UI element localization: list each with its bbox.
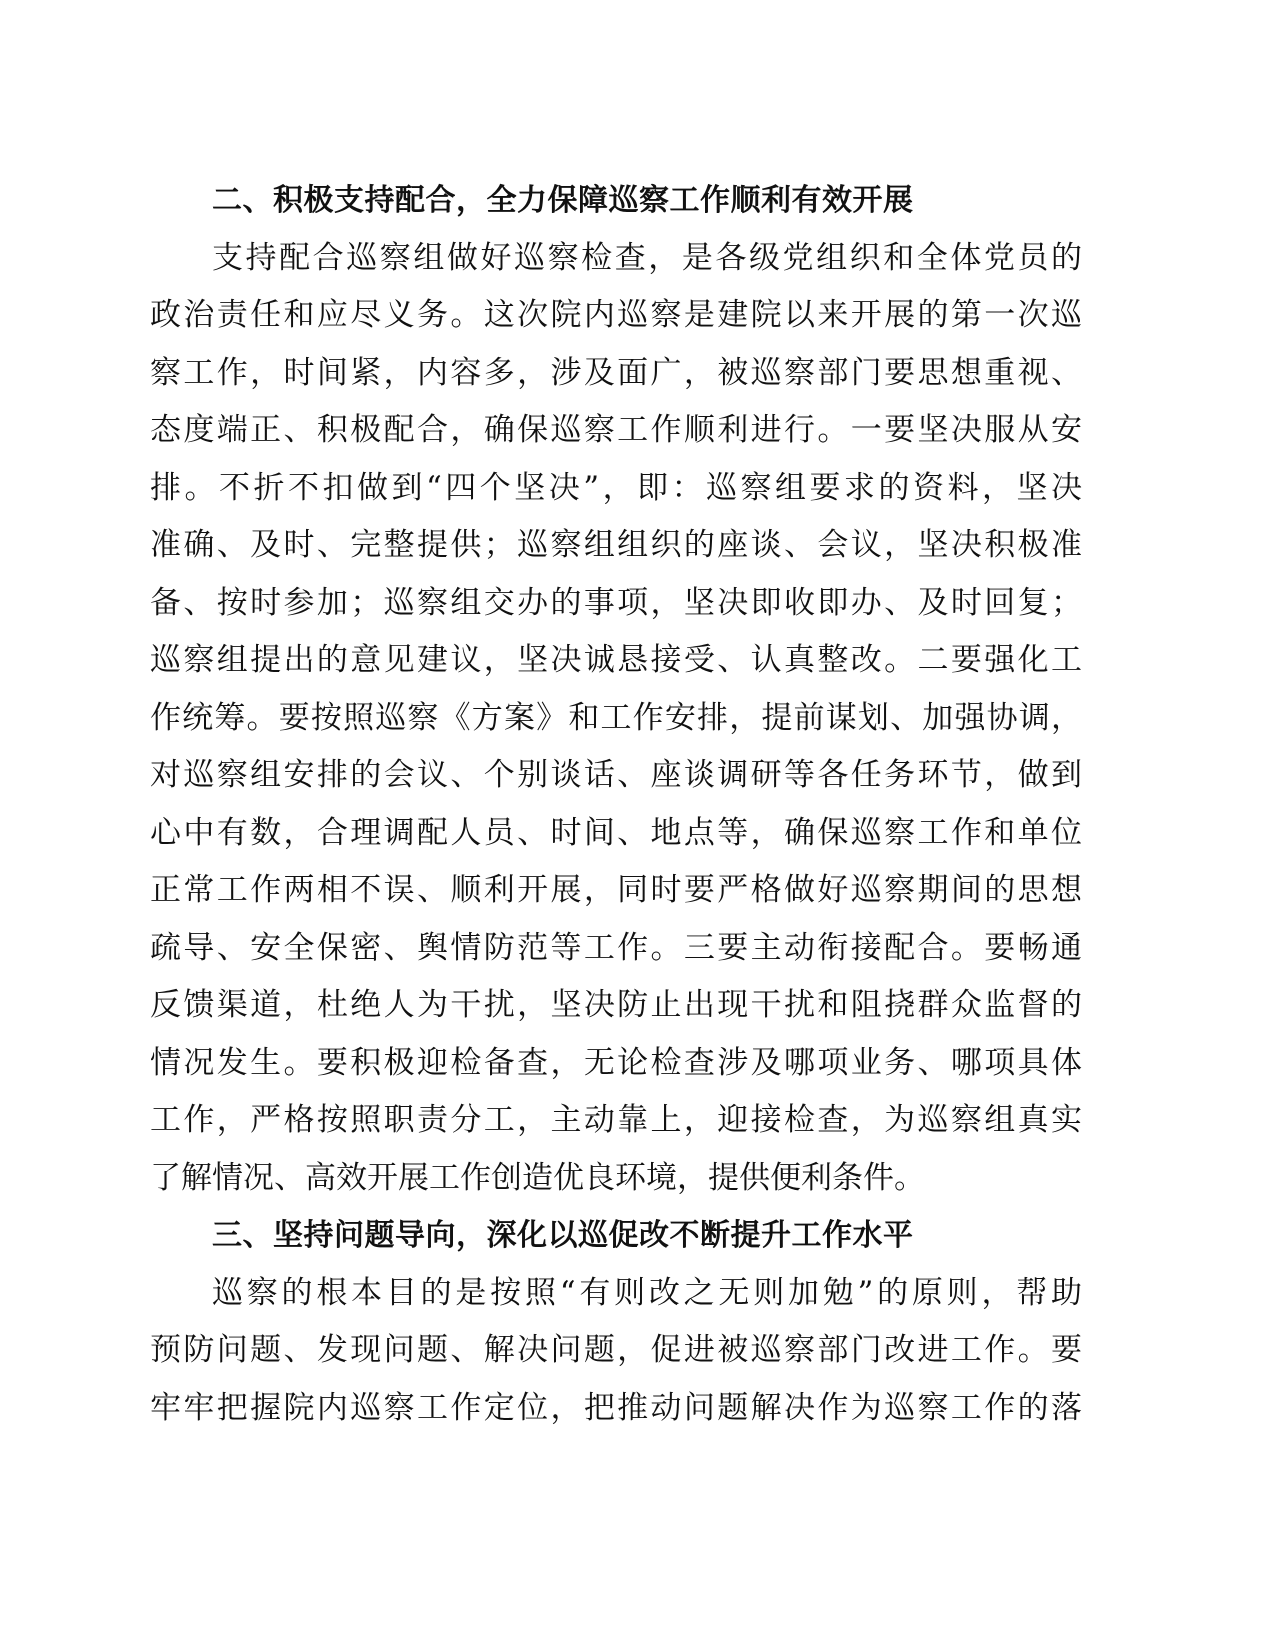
paragraph-line: 政治责任和应尽义务。这次院内巡察是建院以来开展的第一次巡 [150, 297, 1082, 333]
section-3-heading: 三、坚持问题导向，深化以巡促改不断提升工作水平 [212, 1218, 914, 1253]
paragraph-line: 作统筹。要按照巡察《方案》和工作安排，提前谋划、加强协调， [150, 699, 1082, 736]
paragraph-line: 察工作，时间紧，内容多，涉及面广，被巡察部门要思想重视、 [150, 354, 1082, 391]
paragraph-line: 预防问题、发现问题、解决问题，促进被巡察部门改进工作。要 [150, 1332, 1082, 1368]
document-body [150, 172, 1082, 1437]
paragraph-line: 备、按时参加；巡察组交办的事项，坚决即收即办、及时回复； [150, 584, 1082, 621]
paragraph-line: 反馈渠道，杜绝人为干扰，坚决防止出现干扰和阻挠群众监督的 [150, 987, 1082, 1023]
paragraph-line: 疏导、安全保密、舆情防范等工作。三要主动衔接配合。要畅通 [150, 929, 1082, 966]
paragraph-line: 工作，严格按照职责分工，主动靠上，迎接检查，为巡察组真实 [150, 1102, 1082, 1138]
paragraph-line: 情况发生。要积极迎检备查，无论检查涉及哪项业务、哪项具体 [150, 1044, 1082, 1081]
paragraph-line: 态度端正、积极配合，确保巡察工作顺利进行。一要坚决服从安 [150, 412, 1082, 448]
paragraph-line: 正常工作两相不误、顺利开展，同时要严格做好巡察期间的思想 [150, 872, 1082, 908]
paragraph-line: 对巡察组安排的会议、个别谈话、座谈调研等各任务环节，做到 [150, 757, 1082, 793]
paragraph-line: 支持配合巡察组做好巡察检查，是各级党组织和全体党员的 [212, 239, 1082, 276]
section-2-heading: 二、积极支持配合，全力保障巡察工作顺利有效开展 [212, 183, 914, 218]
section-3-paragraph [150, 1265, 1082, 1438]
paragraph-line: 排。不折不扣做到“四个坚决”，即：巡察组要求的资料，坚决 [150, 469, 1082, 506]
paragraph-line: 准确、及时、完整提供；巡察组组织的座谈、会议，坚决积极准 [150, 527, 1082, 563]
paragraph-line: 心中有数，合理调配人员、时间、地点等，确保巡察工作和单位 [150, 814, 1082, 851]
paragraph-line: 巡察的根本目的是按照“有则改之无则加勉”的原则，帮助 [212, 1274, 1082, 1311]
paragraph-line: 牢牢把握院内巡察工作定位，把推动问题解决作为巡察工作的落 [150, 1389, 1082, 1426]
section-2-paragraph [150, 230, 1082, 1208]
paragraph-line: 巡察组提出的意见建议，坚决诚恳接受、认真整改。二要强化工 [150, 642, 1082, 678]
paragraph-line: 了解情况、高效开展工作创造优良环境，提供便利条件。 [150, 1159, 925, 1196]
